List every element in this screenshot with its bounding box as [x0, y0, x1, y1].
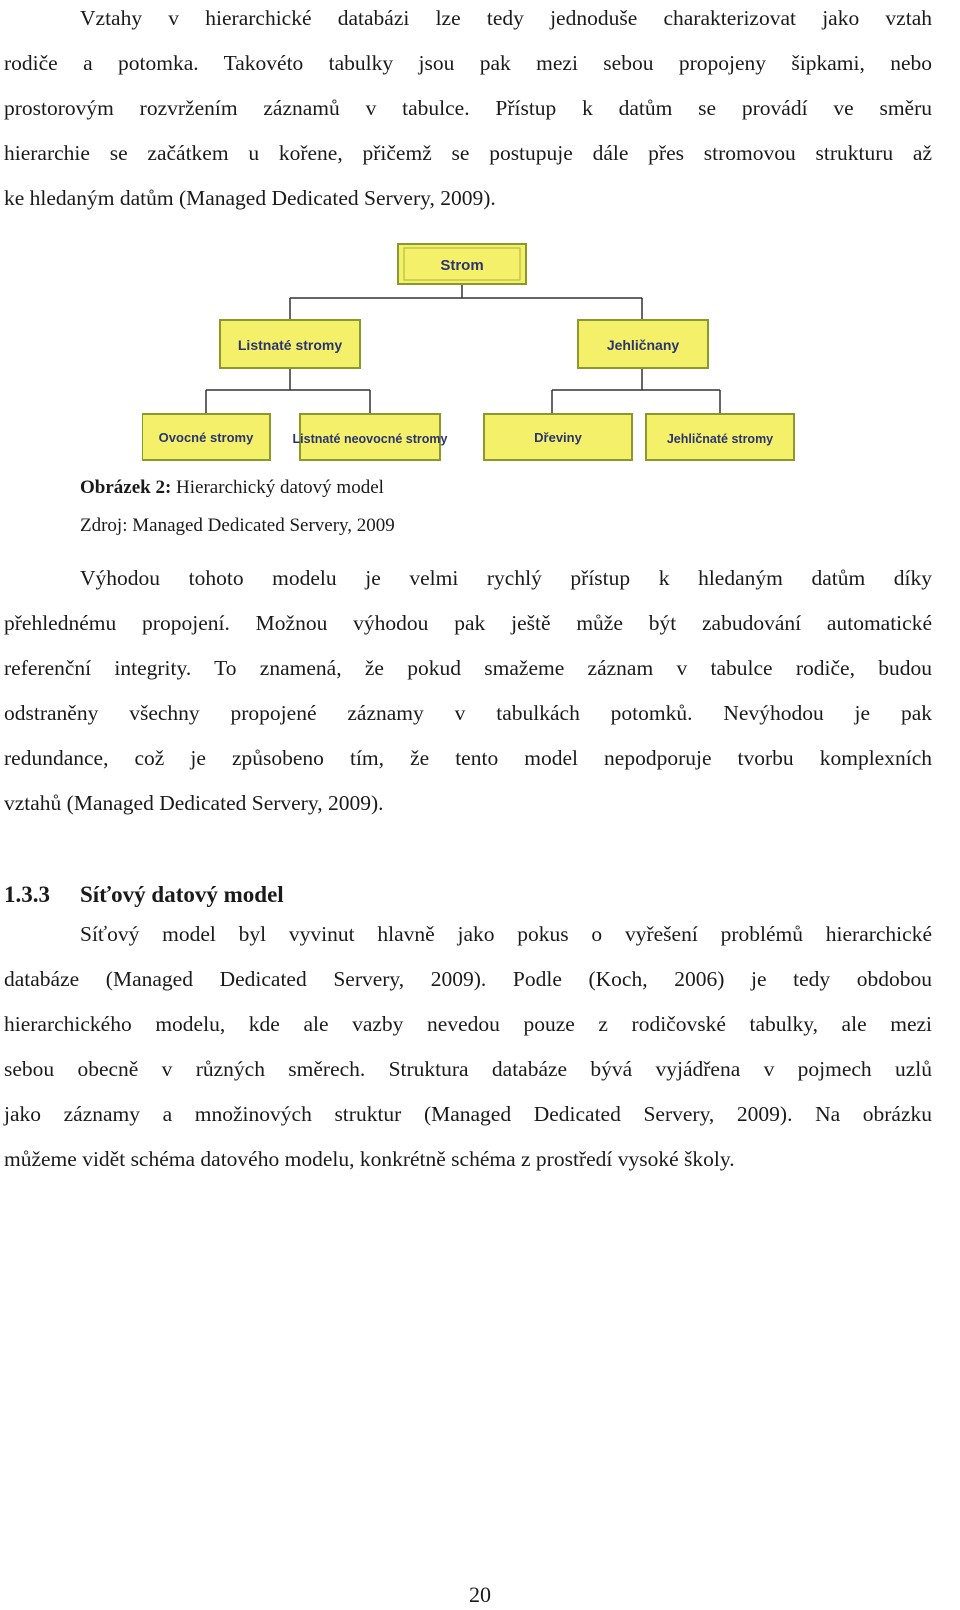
text-line: redundance, což je způsobeno tím, že tento model nepodporuje tvorbu komplexních: [4, 746, 932, 770]
section-heading: [4, 882, 284, 908]
paragraph-network-model: [4, 912, 932, 1182]
paragraph-advantages: [4, 556, 932, 826]
text-line: můžeme vidět schéma datového modelu, konkrétně schéma z prostředí vysoké školy.: [4, 1147, 735, 1171]
node-label: Jehličnaté stromy: [666, 432, 774, 446]
text-line: jako záznamy a množinových struktur (Managed Dedicated Servery, 2009). Na obrázku: [4, 1102, 932, 1126]
node-root: [398, 244, 526, 284]
node-listnate-neovocne-stromy: [293, 414, 448, 460]
node-jehlicnany: [578, 320, 708, 368]
figure-source: Zdroj: Managed Dedicated Servery, 2009: [80, 515, 395, 536]
node-ovocne-stromy: [142, 414, 270, 460]
text-line: ke hledaným datům (Managed Dedicated Servery, 2009).: [4, 186, 496, 210]
paragraph-intro: [4, 0, 932, 221]
caption-title: Hierarchický datový model: [176, 477, 384, 498]
text-line: hierarchického modelu, kde ale vazby nevedou pouze z rodičovské tabulky, ale mezi: [4, 1012, 932, 1036]
section-number: 1.3.3: [4, 882, 50, 907]
node-jehlicnate-stromy: [646, 414, 794, 460]
node-label: Listnaté neovocné stromy: [292, 432, 448, 446]
node-listnate-stromy: [220, 320, 360, 368]
text-line: přehlednému propojení. Možnou výhodou pak ještě může být zabudování automatické: [4, 611, 932, 635]
node-label: Strom: [440, 257, 484, 274]
text-line: Výhodou tohoto modelu je velmi rychlý přístup k hledaným datům díky: [80, 566, 932, 590]
text-line: rodiče a potomka. Takovéto tabulky jsou pak mezi sebou propojeny šipkami, nebo: [4, 51, 932, 75]
text-line: hierarchie se začátkem u kořene, přičemž se postupuje dále přes stromovou strukturu až: [4, 141, 932, 165]
text-line: referenční integrity. To znamená, že pokud smažeme záznam v tabulce rodiče, budou: [4, 656, 932, 680]
text-line: odstraněny všechny propojené záznamy v tabulkách potomků. Nevýhodou je pak: [4, 701, 932, 725]
node-label: Listnaté stromy: [237, 337, 343, 353]
page-number: 20: [469, 1582, 491, 1607]
section-title: Síťový datový model: [80, 882, 284, 907]
text-line: sebou obecně v různých směrech. Struktura databáze bývá vyjádřena v pojmech uzlů: [4, 1057, 932, 1081]
figure-caption: [80, 476, 384, 500]
text-line: databáze (Managed Dedicated Servery, 2009). Podle (Koch, 2006) je tedy obdobou: [4, 967, 932, 991]
hierarchy-diagram: [142, 232, 802, 464]
node-label: Jehličnany: [606, 337, 680, 353]
node-dreviny: [484, 414, 632, 460]
text-line: vztahů (Managed Dedicated Servery, 2009).: [4, 791, 384, 815]
text-line: prostorovým rozvržením záznamů v tabulce. Přístup k datům se provádí ve směru: [4, 96, 932, 120]
node-label: Dřeviny: [534, 430, 582, 445]
node-label: Ovocné stromy: [158, 430, 254, 445]
text-line: Síťový model byl vyvinut hlavně jako pokus o vyřešení problémů hierarchické: [80, 922, 932, 946]
caption-label: Obrázek 2:: [80, 477, 172, 498]
text-line: Vztahy v hierarchické databázi lze tedy jednoduše charakterizovat jako vztah: [80, 6, 932, 30]
